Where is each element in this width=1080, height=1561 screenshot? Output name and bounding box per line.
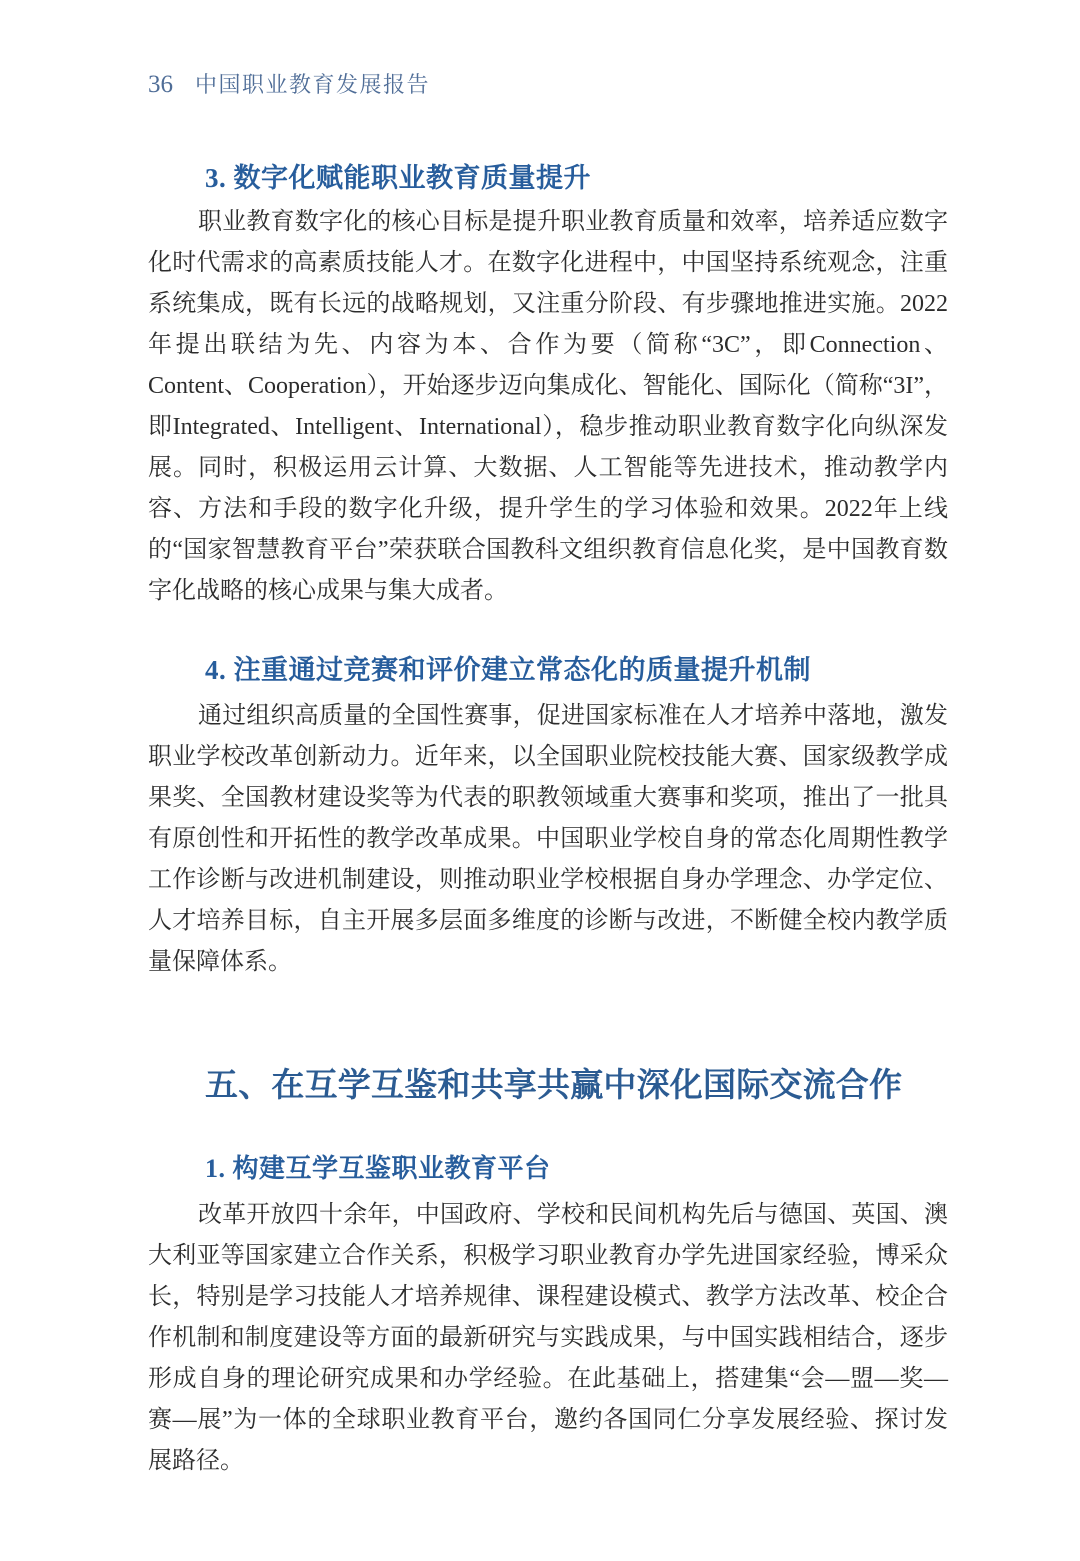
- page-header: [148, 70, 948, 100]
- chapter-5-heading: 五、在互学互鉴和共享共赢中深化国际交流合作: [205, 1068, 903, 1104]
- page-number: 36: [148, 71, 173, 98]
- subsection-1-heading: 1. 构建互学互鉴职业教育平台: [205, 1154, 551, 1183]
- subsection-1-paragraph: 改革开放四十余年，中国政府、学校和民间机构先后与德国、英国、澳大利亚等国家建立合作关系，积极学习职业教育办学先进国家经验，博采众长，特别是学习技能人才培养规律、课程建设模式、教学方法改革、校企合作机制和制度建设等方面的最新研究与实践成果，与中国实践相结合，逐步形成自身的理论研究成果和办学经验。在此基础上，搭建集“会—盟—奖—赛—展”为一体的全球职业教育平台，邀约各国同仁分享发展经验、探讨发展路径。: [148, 1202, 948, 1474]
- section-3-paragraph: 职业教育数字化的核心目标是提升职业教育质量和效率，培养适应数字化时代需求的高素质技能人才。在数字化进程中，中国坚持系统观念，注重系统集成，既有长远的战略规划，又注重分阶段、有步骤地推进实施。2022年提出联结为先、内容为本、合作为要（简称“3C”，即Connection、Content、Cooperation），开始逐步迈向集成化、智能化、国际化（简称“3I”，即Integrated、Intelligent、International），稳步推动职业教育数字化向纵深发展。同时，积极运用云计算、大数据、人工智能等先进技术，推动教学内容、方法和手段的数字化升级，提升学生的学习体验和效果。2022年上线的“国家智慧教育平台”荣获联合国教科文组织教育信息化奖，是中国教育数字化战略的核心成果与集大成者。: [148, 209, 948, 604]
- section-4-heading: 4. 注重通过竞赛和评价建立常态化的质量提升机制: [205, 655, 811, 685]
- report-title: 中国职业教育发展报告: [195, 72, 431, 97]
- section-3-heading: 3. 数字化赋能职业教育质量提升: [205, 163, 591, 193]
- section-4-paragraph: 通过组织高质量的全国性赛事，促进国家标准在人才培养中落地，激发职业学校改革创新动力。近年来，以全国职业院校技能大赛、国家级教学成果奖、全国教材建设奖等为代表的职教领域重大赛事和奖项，推出了一批具有原创性和开拓性的教学改革成果。中国职业学校自身的常态化周期性教学工作诊断与改进机制建设，则推动职业学校根据自身办学理念、办学定位、人才培养目标，自主开展多层面多维度的诊断与改进，不断健全校内教学质量保障体系。: [148, 703, 948, 975]
